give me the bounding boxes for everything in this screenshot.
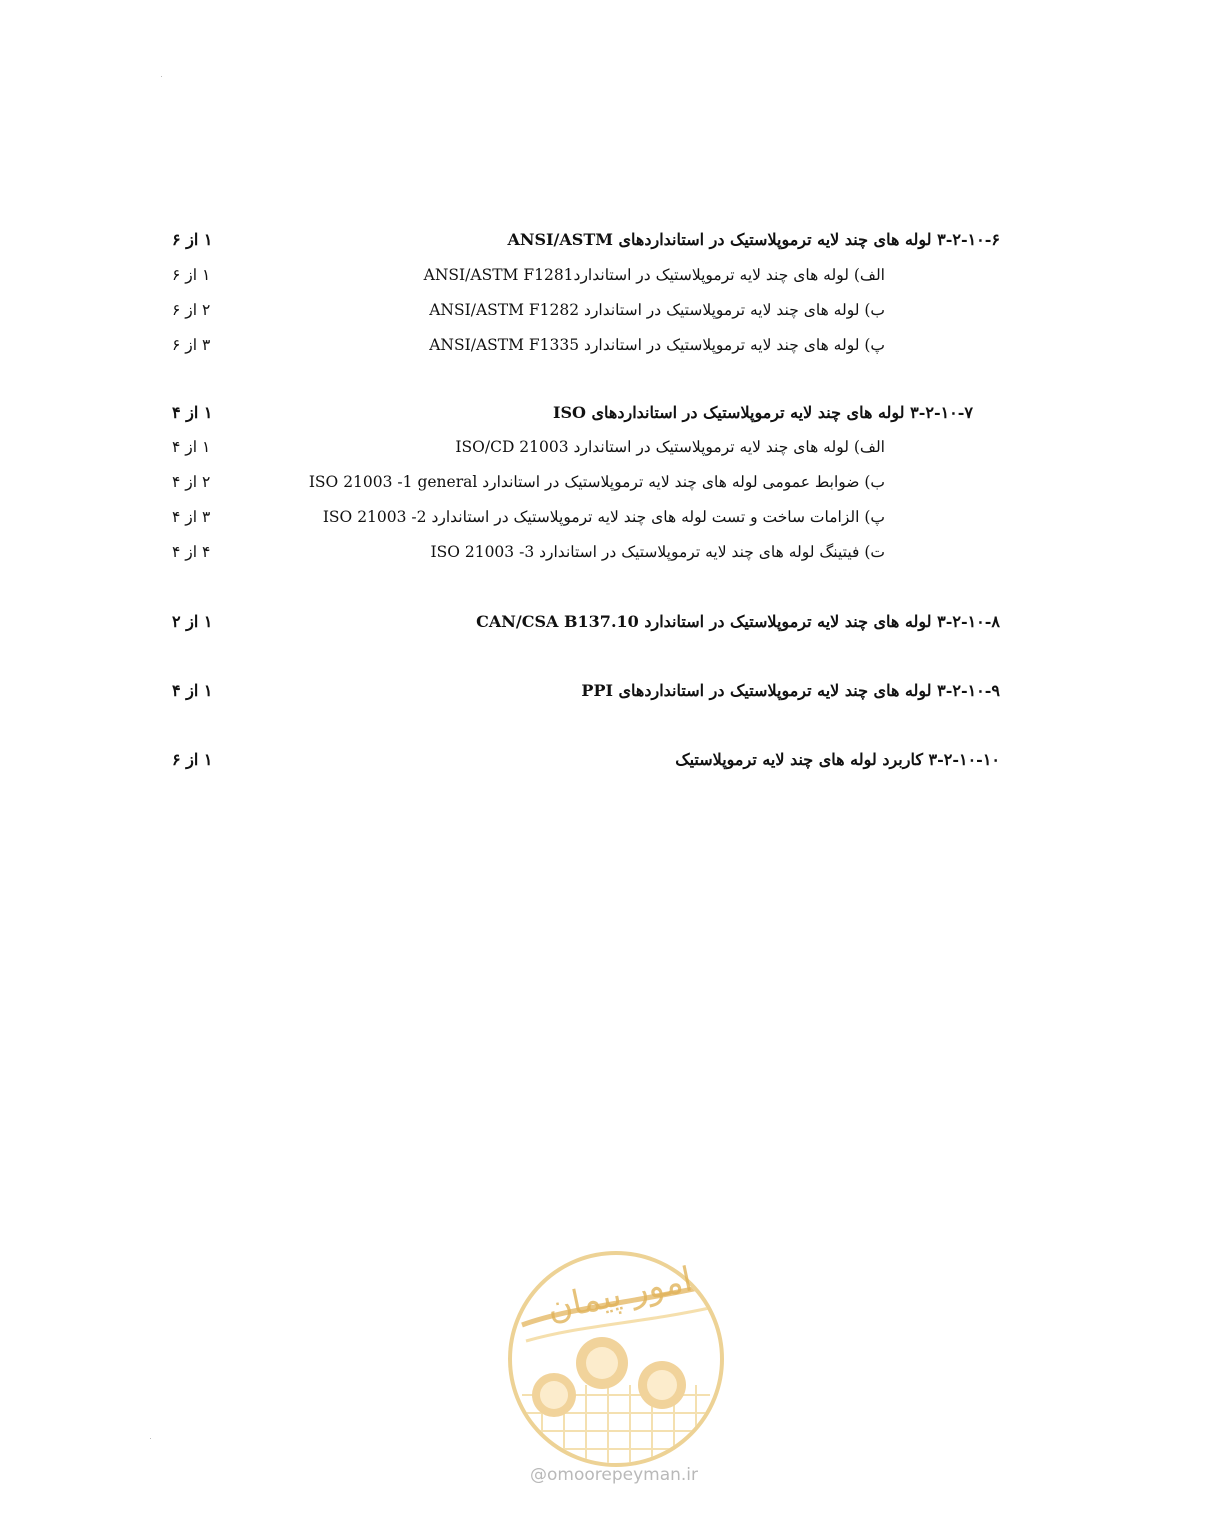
toc-entry-title: پ) لوله های چند لایه ترموپلاستیک در استاندارد ANSI/ASTM F1335 — [429, 336, 885, 354]
watermark-logo — [502, 1245, 730, 1473]
toc-entry-title: الف) لوله های چند لایه ترموپلاستیک در استاندارد ISO/CD 21003 — [455, 438, 885, 456]
toc-entry-title: ۳-۲-۱۰-۶ لوله های چند لایه ترموپلاستیک در استانداردهای ANSI/ASTM — [507, 230, 1000, 249]
watermark-url — [514, 1465, 714, 1485]
logo-text: امور پیمان — [543, 1259, 696, 1330]
watermark-url-text: omoorepeyman.ir — [546, 1465, 699, 1485]
toc-entry-title: ۳-۲-۱۰-۹ لوله های چند لایه ترموپلاستیک در استانداردهای PPI — [581, 681, 1000, 700]
toc-entry-title: ب) ضوابط عمومی لوله های چند لایه ترموپلاستیک در استاندارد ISO 21003 -1 general — [308, 473, 885, 491]
toc-entry-title: ب) لوله های چند لایه ترموپلاستیک در استاندارد ANSI/ASTM F1282 — [429, 301, 885, 319]
toc-entry-page: ۱ از ۴ — [172, 681, 213, 700]
toc-entry-page: ۱ از ۴ — [172, 438, 211, 456]
toc-entry-page: ۱ از ۲ — [172, 612, 213, 631]
toc-entry-title: ۳-۲-۱۰-۱۰ کاربرد لوله های چند لایه ترموپلاستیک — [675, 750, 1000, 769]
toc-entry-page: ۳ از ۶ — [172, 336, 211, 354]
toc-entry-page: ۱ از ۶ — [172, 230, 213, 249]
toc-entry-title: ۳-۲-۱۰-۷ لوله های چند لایه ترموپلاستیک در استانداردهای ISO — [552, 403, 973, 422]
toc-entry-page: ۱ از ۴ — [172, 403, 213, 422]
toc-entry-title: الف) لوله های چند لایه ترموپلاستیک در استانداردANSI/ASTM F1281 — [423, 266, 885, 284]
toc-entry-title: ۳-۲-۱۰-۸ لوله های چند لایه ترموپلاستیک در استاندارد CAN/CSA B137.10 — [476, 612, 1000, 631]
at-icon: @ — [529, 1465, 547, 1485]
logo-seal-icon — [502, 1245, 730, 1473]
scan-speck — [161, 76, 162, 77]
toc-entry-page: ۲ از ۶ — [172, 301, 211, 319]
toc-entry-page: ۱ از ۶ — [172, 750, 213, 769]
toc-entry-title: پ) الزامات ساخت و تست لوله های چند لایه ترموپلاستیک در استاندارد ISO 21003 -2 — [322, 508, 885, 526]
toc-entry-page: ۱ از ۶ — [172, 266, 211, 284]
toc-entry-title: ت) فیتینگ لوله های چند لایه ترموپلاستیک در استاندارد ISO 21003 -3 — [430, 543, 885, 561]
toc-entry-page: ۳ از ۴ — [172, 508, 211, 526]
toc-entry-page: ۴ از ۴ — [172, 543, 211, 561]
toc-entry-page: ۲ از ۴ — [172, 473, 211, 491]
scan-speck — [150, 1438, 151, 1439]
